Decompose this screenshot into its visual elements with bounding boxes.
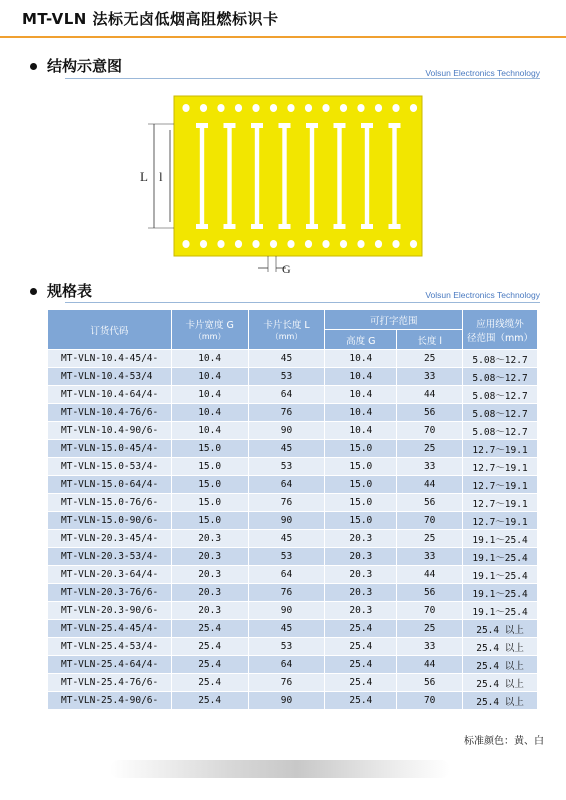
card-hole-bottom — [235, 240, 242, 248]
cell-cable-range: 25.4 以上 — [463, 638, 538, 656]
cell-cable-range: 25.4 以上 — [463, 656, 538, 674]
card-hole-top — [357, 104, 364, 112]
cell-cable-range: 12.7～19.1 — [463, 476, 538, 494]
col-length-label: 卡片长度 L — [263, 320, 310, 331]
table-row — [48, 458, 538, 476]
card-hole-top — [305, 104, 312, 112]
cell-print-length: 33 — [397, 638, 463, 656]
card-hole-bottom — [270, 240, 277, 248]
standard-color-note: 标准颜色：黄、白 — [464, 736, 544, 747]
title-underline — [0, 36, 566, 38]
col-width-unit: （mm） — [193, 332, 226, 341]
cell-print-length: 70 — [397, 602, 463, 620]
cell-order-code: MT-VLN-15.0-45/4- — [48, 440, 172, 458]
card-slot — [282, 123, 286, 229]
col-width-label: 卡片宽度 G — [185, 320, 234, 331]
section-spec-rule — [65, 302, 540, 303]
cell-cable-range: 12.7～19.1 — [463, 512, 538, 530]
cell-cable-range: 19.1～25.4 — [463, 530, 538, 548]
card-slot-bottom-cap — [306, 224, 318, 229]
card-hole-bottom — [252, 240, 259, 248]
cell-width: 25.4 — [171, 692, 248, 710]
cell-cable-range: 5.08～12.7 — [463, 368, 538, 386]
card-slot-bottom-cap — [389, 224, 401, 229]
card-hole-top — [340, 104, 347, 112]
cell-length: 76 — [248, 494, 325, 512]
cell-length: 76 — [248, 674, 325, 692]
cell-width: 20.3 — [171, 602, 248, 620]
card-slot-bottom-cap — [334, 224, 346, 229]
cell-length: 45 — [248, 350, 325, 368]
cell-length: 90 — [248, 602, 325, 620]
dimension-G-label: G — [282, 262, 291, 276]
card-hole-top — [287, 104, 294, 112]
cell-order-code: MT-VLN-10.4-90/6- — [48, 422, 172, 440]
cell-order-code: MT-VLN-20.3-76/6- — [48, 584, 172, 602]
section-structure-title: 结构示意图 — [47, 57, 123, 75]
card-slot-bottom-cap — [224, 224, 236, 229]
cell-width: 25.4 — [171, 638, 248, 656]
card-slot-bottom-cap — [196, 224, 208, 229]
cell-print-height: 15.0 — [325, 440, 397, 458]
table-row — [48, 350, 538, 368]
cell-cable-range: 25.4 以上 — [463, 674, 538, 692]
cell-cable-range: 5.08～12.7 — [463, 404, 538, 422]
cell-order-code: MT-VLN-20.3-90/6- — [48, 602, 172, 620]
table-row — [48, 602, 538, 620]
cell-cable-range: 19.1～25.4 — [463, 548, 538, 566]
cell-print-length: 56 — [397, 674, 463, 692]
card-hole-bottom — [305, 240, 312, 248]
cell-width: 25.4 — [171, 674, 248, 692]
dimension-l-label: l — [159, 169, 163, 184]
spec-table — [47, 309, 538, 710]
brand-label-1: Volsun Electronics Technology — [425, 68, 540, 78]
cell-print-length: 44 — [397, 656, 463, 674]
cell-print-height: 20.3 — [325, 548, 397, 566]
card-hole-top — [217, 104, 224, 112]
table-row — [48, 494, 538, 512]
cell-print-height: 25.4 — [325, 620, 397, 638]
card-hole-top — [252, 104, 259, 112]
cell-print-length: 56 — [397, 584, 463, 602]
dimension-L-label: L — [140, 169, 148, 184]
card-slot — [365, 123, 369, 229]
table-row — [48, 548, 538, 566]
table-row — [48, 692, 538, 710]
cell-print-height: 10.4 — [325, 404, 397, 422]
cell-length: 64 — [248, 566, 325, 584]
cell-width: 25.4 — [171, 620, 248, 638]
section-structure-rule — [65, 78, 540, 79]
cell-cable-range: 25.4 以上 — [463, 692, 538, 710]
cell-order-code: MT-VLN-15.0-64/4- — [48, 476, 172, 494]
card-hole-bottom — [182, 240, 189, 248]
col-print-range: 可打字范围 — [325, 310, 463, 330]
cell-print-height: 20.3 — [325, 602, 397, 620]
cell-order-code: MT-VLN-10.4-64/4- — [48, 386, 172, 404]
col-length — [248, 310, 325, 350]
cell-print-length: 44 — [397, 476, 463, 494]
table-row — [48, 584, 538, 602]
cell-width: 15.0 — [171, 440, 248, 458]
card-slot — [310, 123, 314, 229]
cell-cable-range: 19.1～25.4 — [463, 566, 538, 584]
cell-width: 20.3 — [171, 530, 248, 548]
card-hole-top — [375, 104, 382, 112]
col-cable-line1: 应用线缆外 — [476, 318, 524, 330]
cell-length: 45 — [248, 440, 325, 458]
cell-cable-range: 12.7～19.1 — [463, 440, 538, 458]
card-hole-bottom — [357, 240, 364, 248]
card-hole-top — [182, 104, 189, 112]
spec-table-body — [48, 350, 538, 710]
page-title: MT-VLN 法标无卤低烟高阻燃标识卡 — [22, 10, 279, 28]
cell-width: 15.0 — [171, 476, 248, 494]
cell-width: 10.4 — [171, 368, 248, 386]
cell-width: 20.3 — [171, 566, 248, 584]
cell-order-code: MT-VLN-25.4-64/4- — [48, 656, 172, 674]
cell-width: 20.3 — [171, 548, 248, 566]
cell-print-height: 15.0 — [325, 458, 397, 476]
cell-order-code: MT-VLN-10.4-45/4- — [48, 350, 172, 368]
cell-length: 64 — [248, 656, 325, 674]
cell-print-height: 15.0 — [325, 512, 397, 530]
cell-width: 25.4 — [171, 656, 248, 674]
col-print-length: 长度 l — [397, 330, 463, 350]
table-row — [48, 638, 538, 656]
cell-width: 20.3 — [171, 584, 248, 602]
cell-cable-range: 12.7～19.1 — [463, 458, 538, 476]
cell-cable-range: 19.1～25.4 — [463, 602, 538, 620]
col-cable-range — [463, 310, 538, 350]
table-row — [48, 386, 538, 404]
table-row — [48, 404, 538, 422]
card-hole-bottom — [200, 240, 207, 248]
bullet-icon — [30, 63, 37, 70]
cell-print-length: 44 — [397, 386, 463, 404]
card-hole-top — [410, 104, 417, 112]
cell-length: 90 — [248, 422, 325, 440]
cell-print-length: 56 — [397, 494, 463, 512]
cell-order-code: MT-VLN-25.4-90/6- — [48, 692, 172, 710]
card-sheet — [174, 96, 422, 256]
col-length-unit: （mm） — [270, 332, 303, 341]
cell-print-height: 25.4 — [325, 674, 397, 692]
footer-decoration — [110, 760, 450, 778]
bullet-icon — [30, 288, 37, 295]
card-slot-bottom-cap — [279, 224, 291, 229]
cell-print-length: 70 — [397, 692, 463, 710]
cell-width: 10.4 — [171, 350, 248, 368]
cell-print-length: 70 — [397, 512, 463, 530]
cell-print-height: 10.4 — [325, 350, 397, 368]
cell-print-height: 25.4 — [325, 656, 397, 674]
cell-order-code: MT-VLN-20.3-45/4- — [48, 530, 172, 548]
table-row — [48, 674, 538, 692]
table-row — [48, 566, 538, 584]
cell-print-height: 20.3 — [325, 530, 397, 548]
card-slot — [200, 123, 204, 229]
cell-length: 90 — [248, 512, 325, 530]
cell-length: 76 — [248, 584, 325, 602]
col-width — [171, 310, 248, 350]
cell-length: 45 — [248, 620, 325, 638]
table-row — [48, 368, 538, 386]
cell-order-code: MT-VLN-15.0-76/6- — [48, 494, 172, 512]
col-order-code: 订货代码 — [48, 310, 172, 350]
cell-length: 64 — [248, 476, 325, 494]
cell-print-height: 25.4 — [325, 692, 397, 710]
cell-width: 10.4 — [171, 422, 248, 440]
cell-order-code: MT-VLN-25.4-76/6- — [48, 674, 172, 692]
card-slot-bottom-cap — [251, 224, 263, 229]
section-spec-heading — [30, 280, 92, 301]
card-hole-bottom — [392, 240, 399, 248]
card-hole-bottom — [217, 240, 224, 248]
card-slot-bottom-cap — [361, 224, 373, 229]
cell-width: 15.0 — [171, 512, 248, 530]
col-print-height: 高度 G — [325, 330, 397, 350]
cell-order-code: MT-VLN-20.3-64/4- — [48, 566, 172, 584]
cell-print-height: 15.0 — [325, 494, 397, 512]
section-structure-heading — [30, 55, 122, 76]
card-hole-top — [392, 104, 399, 112]
card-structure-diagram — [140, 88, 440, 278]
cell-order-code: MT-VLN-20.3-53/4- — [48, 548, 172, 566]
cell-print-height: 25.4 — [325, 638, 397, 656]
cell-print-length: 25 — [397, 620, 463, 638]
cell-cable-range: 19.1～25.4 — [463, 584, 538, 602]
cell-order-code: MT-VLN-10.4-76/6- — [48, 404, 172, 422]
table-row — [48, 512, 538, 530]
cell-length: 64 — [248, 386, 325, 404]
cell-print-height: 10.4 — [325, 386, 397, 404]
cell-length: 76 — [248, 404, 325, 422]
cell-print-height: 20.3 — [325, 566, 397, 584]
cell-cable-range: 5.08～12.7 — [463, 350, 538, 368]
cell-width: 15.0 — [171, 494, 248, 512]
cell-length: 53 — [248, 368, 325, 386]
cell-length: 53 — [248, 548, 325, 566]
table-row — [48, 656, 538, 674]
cell-cable-range: 25.4 以上 — [463, 620, 538, 638]
table-row — [48, 440, 538, 458]
cell-length: 90 — [248, 692, 325, 710]
cell-order-code: MT-VLN-25.4-53/4- — [48, 638, 172, 656]
cell-print-length: 33 — [397, 548, 463, 566]
cell-print-height: 10.4 — [325, 422, 397, 440]
cell-length: 53 — [248, 638, 325, 656]
card-hole-bottom — [375, 240, 382, 248]
cell-print-height: 20.3 — [325, 584, 397, 602]
cell-order-code: MT-VLN-25.4-45/4- — [48, 620, 172, 638]
card-slot — [255, 123, 259, 229]
cell-cable-range: 12.7～19.1 — [463, 494, 538, 512]
card-hole-bottom — [287, 240, 294, 248]
cell-order-code: MT-VLN-15.0-90/6- — [48, 512, 172, 530]
card-slot — [392, 123, 396, 229]
brand-label-2: Volsun Electronics Technology — [425, 290, 540, 300]
cell-length: 45 — [248, 530, 325, 548]
col-cable-line2: 径范围（mm） — [467, 332, 534, 344]
card-hole-bottom — [410, 240, 417, 248]
table-row — [48, 476, 538, 494]
cell-print-length: 33 — [397, 368, 463, 386]
card-hole-bottom — [322, 240, 329, 248]
card-slot — [227, 123, 231, 229]
cell-length: 53 — [248, 458, 325, 476]
card-slot — [337, 123, 341, 229]
cell-print-length: 25 — [397, 530, 463, 548]
cell-width: 10.4 — [171, 386, 248, 404]
card-hole-bottom — [340, 240, 347, 248]
cell-print-height: 10.4 — [325, 368, 397, 386]
cell-cable-range: 5.08～12.7 — [463, 386, 538, 404]
cell-print-length: 44 — [397, 566, 463, 584]
cell-print-height: 15.0 — [325, 476, 397, 494]
cell-order-code: MT-VLN-15.0-53/4- — [48, 458, 172, 476]
cell-print-length: 70 — [397, 422, 463, 440]
card-hole-top — [322, 104, 329, 112]
cell-width: 15.0 — [171, 458, 248, 476]
cell-print-length: 25 — [397, 440, 463, 458]
table-row — [48, 620, 538, 638]
cell-cable-range: 5.08～12.7 — [463, 422, 538, 440]
cell-print-length: 25 — [397, 350, 463, 368]
table-row — [48, 530, 538, 548]
cell-order-code: MT-VLN-10.4-53/4 — [48, 368, 172, 386]
cell-print-length: 33 — [397, 458, 463, 476]
cell-width: 10.4 — [171, 404, 248, 422]
card-hole-top — [200, 104, 207, 112]
cell-print-length: 56 — [397, 404, 463, 422]
table-row — [48, 422, 538, 440]
section-spec-title: 规格表 — [47, 282, 93, 300]
card-hole-top — [235, 104, 242, 112]
card-hole-top — [270, 104, 277, 112]
